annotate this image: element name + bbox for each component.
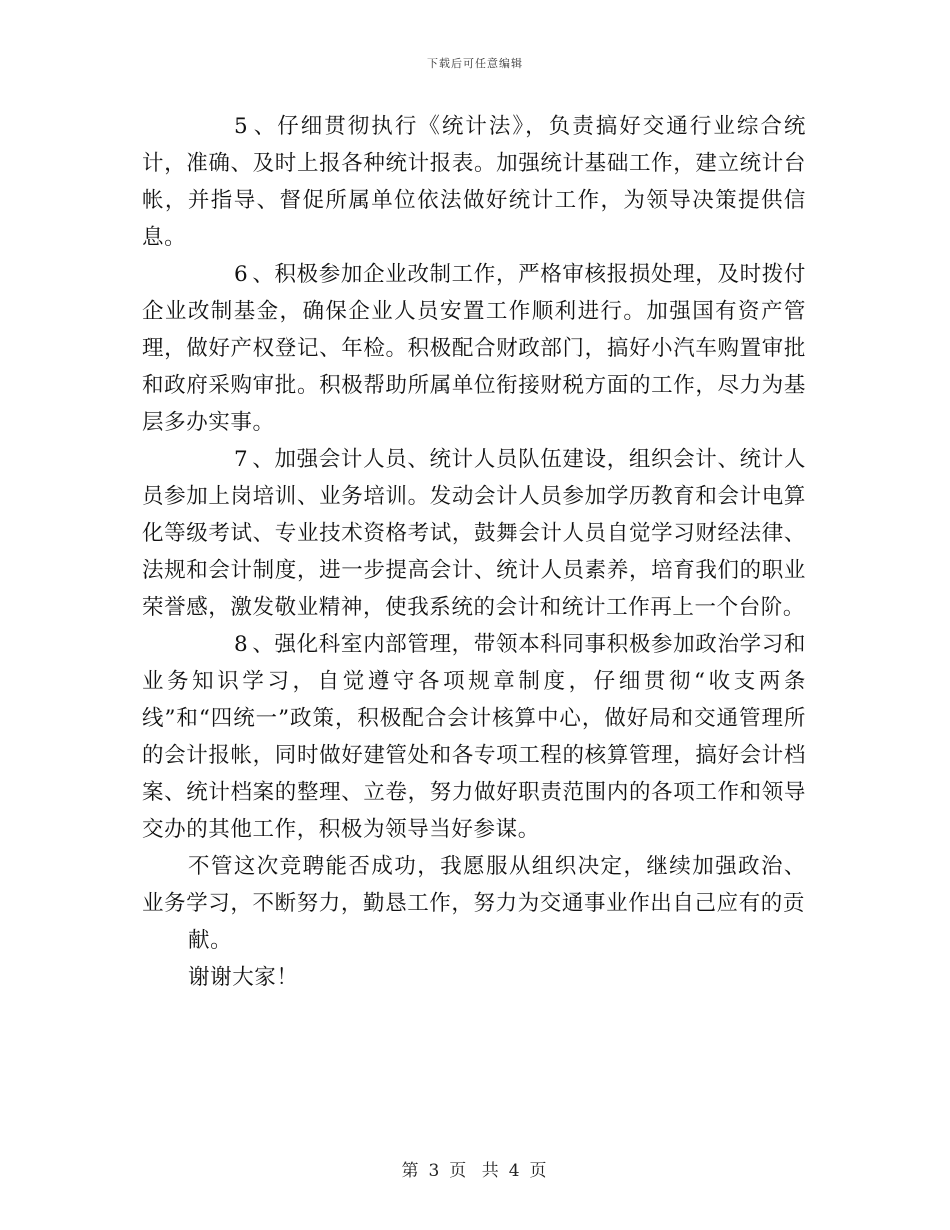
paragraph-text: 、积极参加企业改制工作，严格审核报损处理，及时拨付企业改制基金，确保企业人员安置工作顺利进行。加强国有资产管理，做好产权登记、年检。积极配合财政部门，搞好小汽车购置审批和政府采购审批。积极帮助所属单位衔接财税方面的工作，尽力为基层多办实事。 <box>142 262 806 435</box>
document-body <box>142 108 806 996</box>
paragraph-number: 8 <box>234 632 249 657</box>
page-total: 4 <box>508 1161 522 1181</box>
paragraph-text: 、加强会计人员、统计人员队伍建设，组织会计、统计人员参加上岗培训、业务培训。发动会计人员参加学历教育和会计电算化等级考试、专业技术资格考试，鼓舞会计人员自觉学习财经法律、法规和会计制度，进一步提高会计、统计人员素养，培育我们的职业荣誉感，激发敬业精神，使我系统的会计和统计工作再上一个台阶。 <box>142 447 806 620</box>
closing-continuation: 献。 <box>188 928 233 953</box>
page-label-suffix: 页 <box>529 1161 549 1181</box>
paragraph-item-6 <box>142 256 806 441</box>
paragraph-item-8 <box>142 626 806 848</box>
paragraph-number: 7 <box>234 447 249 472</box>
paragraph-number: 5 <box>234 114 249 139</box>
page-footer <box>0 1156 950 1181</box>
paragraph-text: 、强化科室内部管理，带领本科同事积极参加政治学习和业务知识学习，自觉遵守各项规章制度，仔细贯彻“收支两条线”和“四统一”政策，积极配合会计核算中心，做好局和交通管理所的会计报帐，同时做好建管处和各专项工程的核算管理，搞好会计档案、统计档案的整理、立卷，努力做好职责范围内的各项工作和领导交办的其他工作，积极为领导当好参谋。 <box>142 632 806 842</box>
page-label-mid: 页 共 <box>449 1161 501 1181</box>
page-label-prefix: 第 <box>401 1161 421 1181</box>
page-current: 3 <box>428 1161 442 1181</box>
paragraph-text: 、仔细贯彻执行《统计法》，负责搞好交通行业综合统计，准确、及时上报各种统计报表。加强统计基础工作，建立统计台帐，并指导、督促所属单位依法做好统计工作，为领导决策提供信息。 <box>142 114 806 250</box>
paragraph-item-5 <box>142 108 806 256</box>
page-header: 下载后可任意编辑 <box>427 57 523 70</box>
thanks-line: 谢谢大家！ <box>188 965 299 990</box>
paragraph-number: 6 <box>234 262 249 287</box>
closing-text: 不管这次竞聘能否成功，我愿服从组织决定，继续加强政治、业务学习，不断努力，勤恳工作，努力为交通事业作出自己应有的贡 <box>142 854 806 916</box>
closing-paragraph <box>142 848 806 922</box>
paragraph-item-7 <box>142 441 806 626</box>
